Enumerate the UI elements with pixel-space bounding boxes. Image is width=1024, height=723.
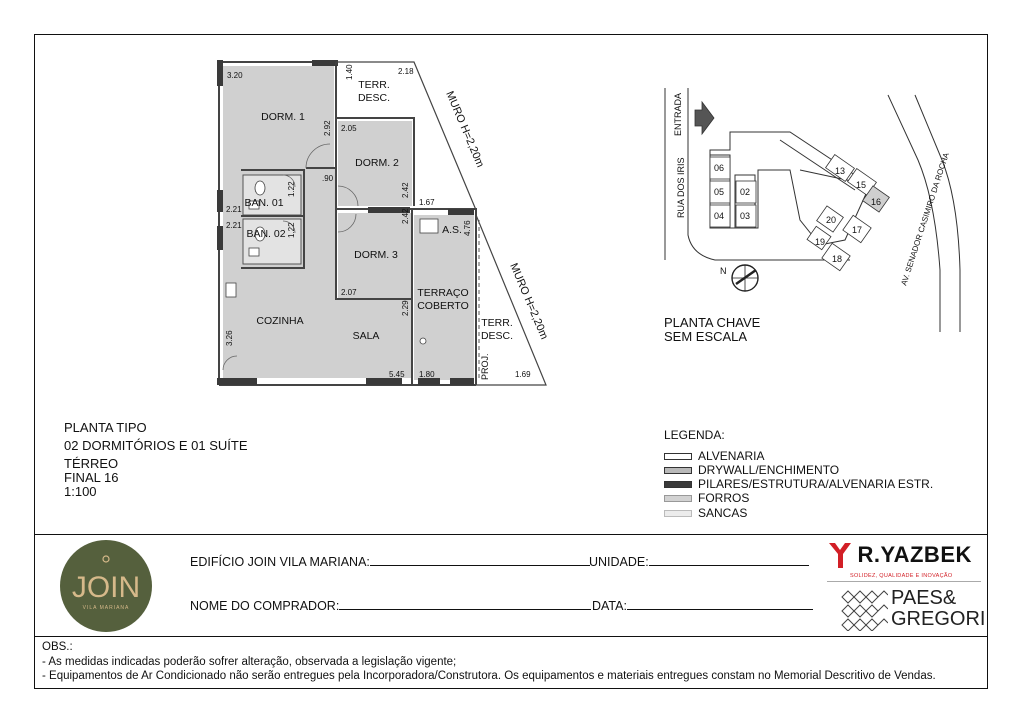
unit-05: 05 [714, 187, 725, 197]
building-input[interactable] [370, 553, 590, 566]
room-ban02: BAN. 02 [246, 228, 286, 240]
room-terr-desc-bottom-1: TERR. [481, 317, 513, 329]
unit-20: 20 [826, 215, 837, 225]
dim-90: .90 [322, 174, 334, 183]
dim-545: 5.45 [389, 370, 405, 379]
dim-221b: 2.21 [226, 221, 242, 230]
plan-type: 02 DORMITÓRIOS E 01 SUÍTE [64, 438, 248, 453]
obs-title: OBS.: [42, 641, 73, 653]
room-cozinha: COZINHA [256, 315, 304, 327]
unit-label: UNIDADE: [589, 555, 649, 569]
unit-16: 16 [871, 197, 882, 207]
yazbek-logo [827, 540, 972, 570]
room-sala: SALA [352, 330, 380, 342]
obs-line-1: - As medidas indicadas poderão sofrer alteração, observada a legislação vigente; [42, 656, 457, 668]
key-entrance: ENTRADA [673, 92, 683, 136]
buyer-input[interactable] [339, 597, 591, 610]
yazbek-y-icon [827, 540, 853, 570]
unit-13: 13 [835, 166, 846, 176]
unit-input[interactable] [649, 553, 809, 566]
plan-final: FINAL 16 [64, 470, 119, 485]
brand-divider [827, 581, 981, 582]
key-north: N [720, 266, 727, 276]
dim-326: 3.26 [225, 330, 234, 346]
plan-floor: TÉRREO [64, 456, 119, 471]
dim-292: 2.92 [323, 120, 332, 136]
room-dorm2: DORM. 2 [355, 157, 399, 169]
entrance-arrow-icon [695, 102, 714, 134]
legend-item-pilares [664, 477, 933, 491]
room-terr-desc-top-2: DESC. [357, 92, 391, 104]
paes-gregori-pattern-icon [840, 589, 888, 631]
legend-swatch [664, 467, 692, 474]
legend-item-alvenaria [664, 449, 764, 463]
room-terraco-2: COBERTO [417, 300, 469, 312]
building-field [190, 553, 590, 569]
room-terraco-1: TERRAÇO [417, 287, 469, 299]
logo-name: JOIN [71, 571, 141, 604]
dim-167: 1.67 [419, 198, 435, 207]
yazbek-name: R.YAZBEK [857, 542, 972, 567]
dim-207: 2.07 [341, 288, 357, 297]
legend-item-drywall [664, 463, 839, 477]
legend-label: SANCAS [698, 506, 748, 520]
legend-item-forros [664, 491, 749, 505]
divider-form [34, 534, 988, 535]
key-plan-subtitle: SEM ESCALA [664, 329, 748, 344]
unit-15: 15 [856, 180, 867, 190]
unit-19: 19 [815, 237, 826, 247]
dim-476: 4.76 [463, 220, 472, 236]
building-label: EDIFÍCIO JOIN VILA MARIANA: [190, 555, 370, 569]
room-dorm3: DORM. 3 [354, 249, 398, 261]
room-terr-desc-top-1: TERR. [358, 79, 390, 91]
legend-swatch [664, 481, 692, 488]
muro-top-label: MURO H=2,20m [443, 89, 487, 170]
obs-line-2: - Equipamentos de Ar Condicionado não serão entregues pela Incorporadora/Construtora. Os equipamentos e materiais entregues constam no Memorial Descritivo de Vendas. [42, 670, 936, 682]
legend-swatch [664, 510, 692, 517]
key-street-right: AV. SENADOR CASIMIRO DA ROCHA [899, 151, 951, 287]
room-as: A.S. [442, 224, 462, 236]
dim-242a: 2.42 [401, 182, 410, 198]
room-proj: PROJ. [480, 353, 490, 380]
dim-320: 3.20 [227, 71, 243, 80]
date-input[interactable] [627, 597, 813, 610]
key-street-left: RUA DOS IRIS [676, 157, 686, 218]
room-terr-desc-bottom-2: DESC. [480, 330, 514, 342]
dim-180: 1.80 [419, 370, 435, 379]
legend-label: FORROS [698, 491, 750, 505]
muro-bottom-label: MURO H=2,20m [507, 261, 551, 342]
dim-205: 2.05 [341, 124, 357, 133]
unit-04: 04 [714, 211, 725, 221]
plan-scale: 1:100 [64, 484, 97, 499]
key-plan [640, 70, 980, 340]
legend-item-sancas [664, 506, 747, 520]
buyer-field [190, 597, 591, 613]
dim-169: 1.69 [515, 370, 531, 379]
dim-242b: 2.42 [401, 208, 410, 224]
dim-122a: 1.22 [287, 181, 296, 197]
date-label: DATA: [592, 599, 627, 613]
legend-label: ALVENARIA [698, 449, 765, 463]
legend-title: LEGENDA: [664, 428, 725, 442]
dim-140: 1.40 [345, 64, 354, 80]
legend-swatch [664, 453, 692, 460]
unit-03: 03 [740, 211, 751, 221]
dim-229: 2.29 [401, 300, 410, 316]
yazbek-tagline: SOLIDEZ, QUALIDADE E INOVAÇÃO [850, 573, 953, 579]
dim-122b: 1.22 [287, 222, 296, 238]
date-field [592, 597, 813, 613]
dim-221a: 2.21 [226, 205, 242, 214]
room-ban01: BAN. 01 [244, 197, 284, 209]
divider-obs [34, 636, 988, 637]
plan-title: PLANTA TIPO [64, 420, 147, 435]
gregori-name: GREGORI [891, 608, 986, 630]
buyer-label: NOME DO COMPRADOR: [190, 599, 340, 613]
legend-label: DRYWALL/ENCHIMENTO [698, 463, 840, 477]
logo-sub: VILA MARIANA [82, 605, 130, 611]
north-arrow-icon [732, 265, 758, 291]
unit-06: 06 [714, 163, 725, 173]
legend-label: PILARES/ESTRUTURA/ALVENARIA ESTR. [698, 477, 934, 491]
join-logo [56, 539, 156, 633]
unit-field [589, 553, 809, 569]
unit-17: 17 [852, 225, 863, 235]
legend-swatch [664, 495, 692, 502]
room-dorm1: DORM. 1 [261, 111, 305, 123]
unit-18: 18 [832, 254, 843, 264]
unit-02: 02 [740, 187, 751, 197]
paes-name: PAES& [891, 587, 957, 609]
dim-218: 2.18 [398, 67, 414, 76]
key-plan-title: PLANTA CHAVE [664, 315, 761, 330]
